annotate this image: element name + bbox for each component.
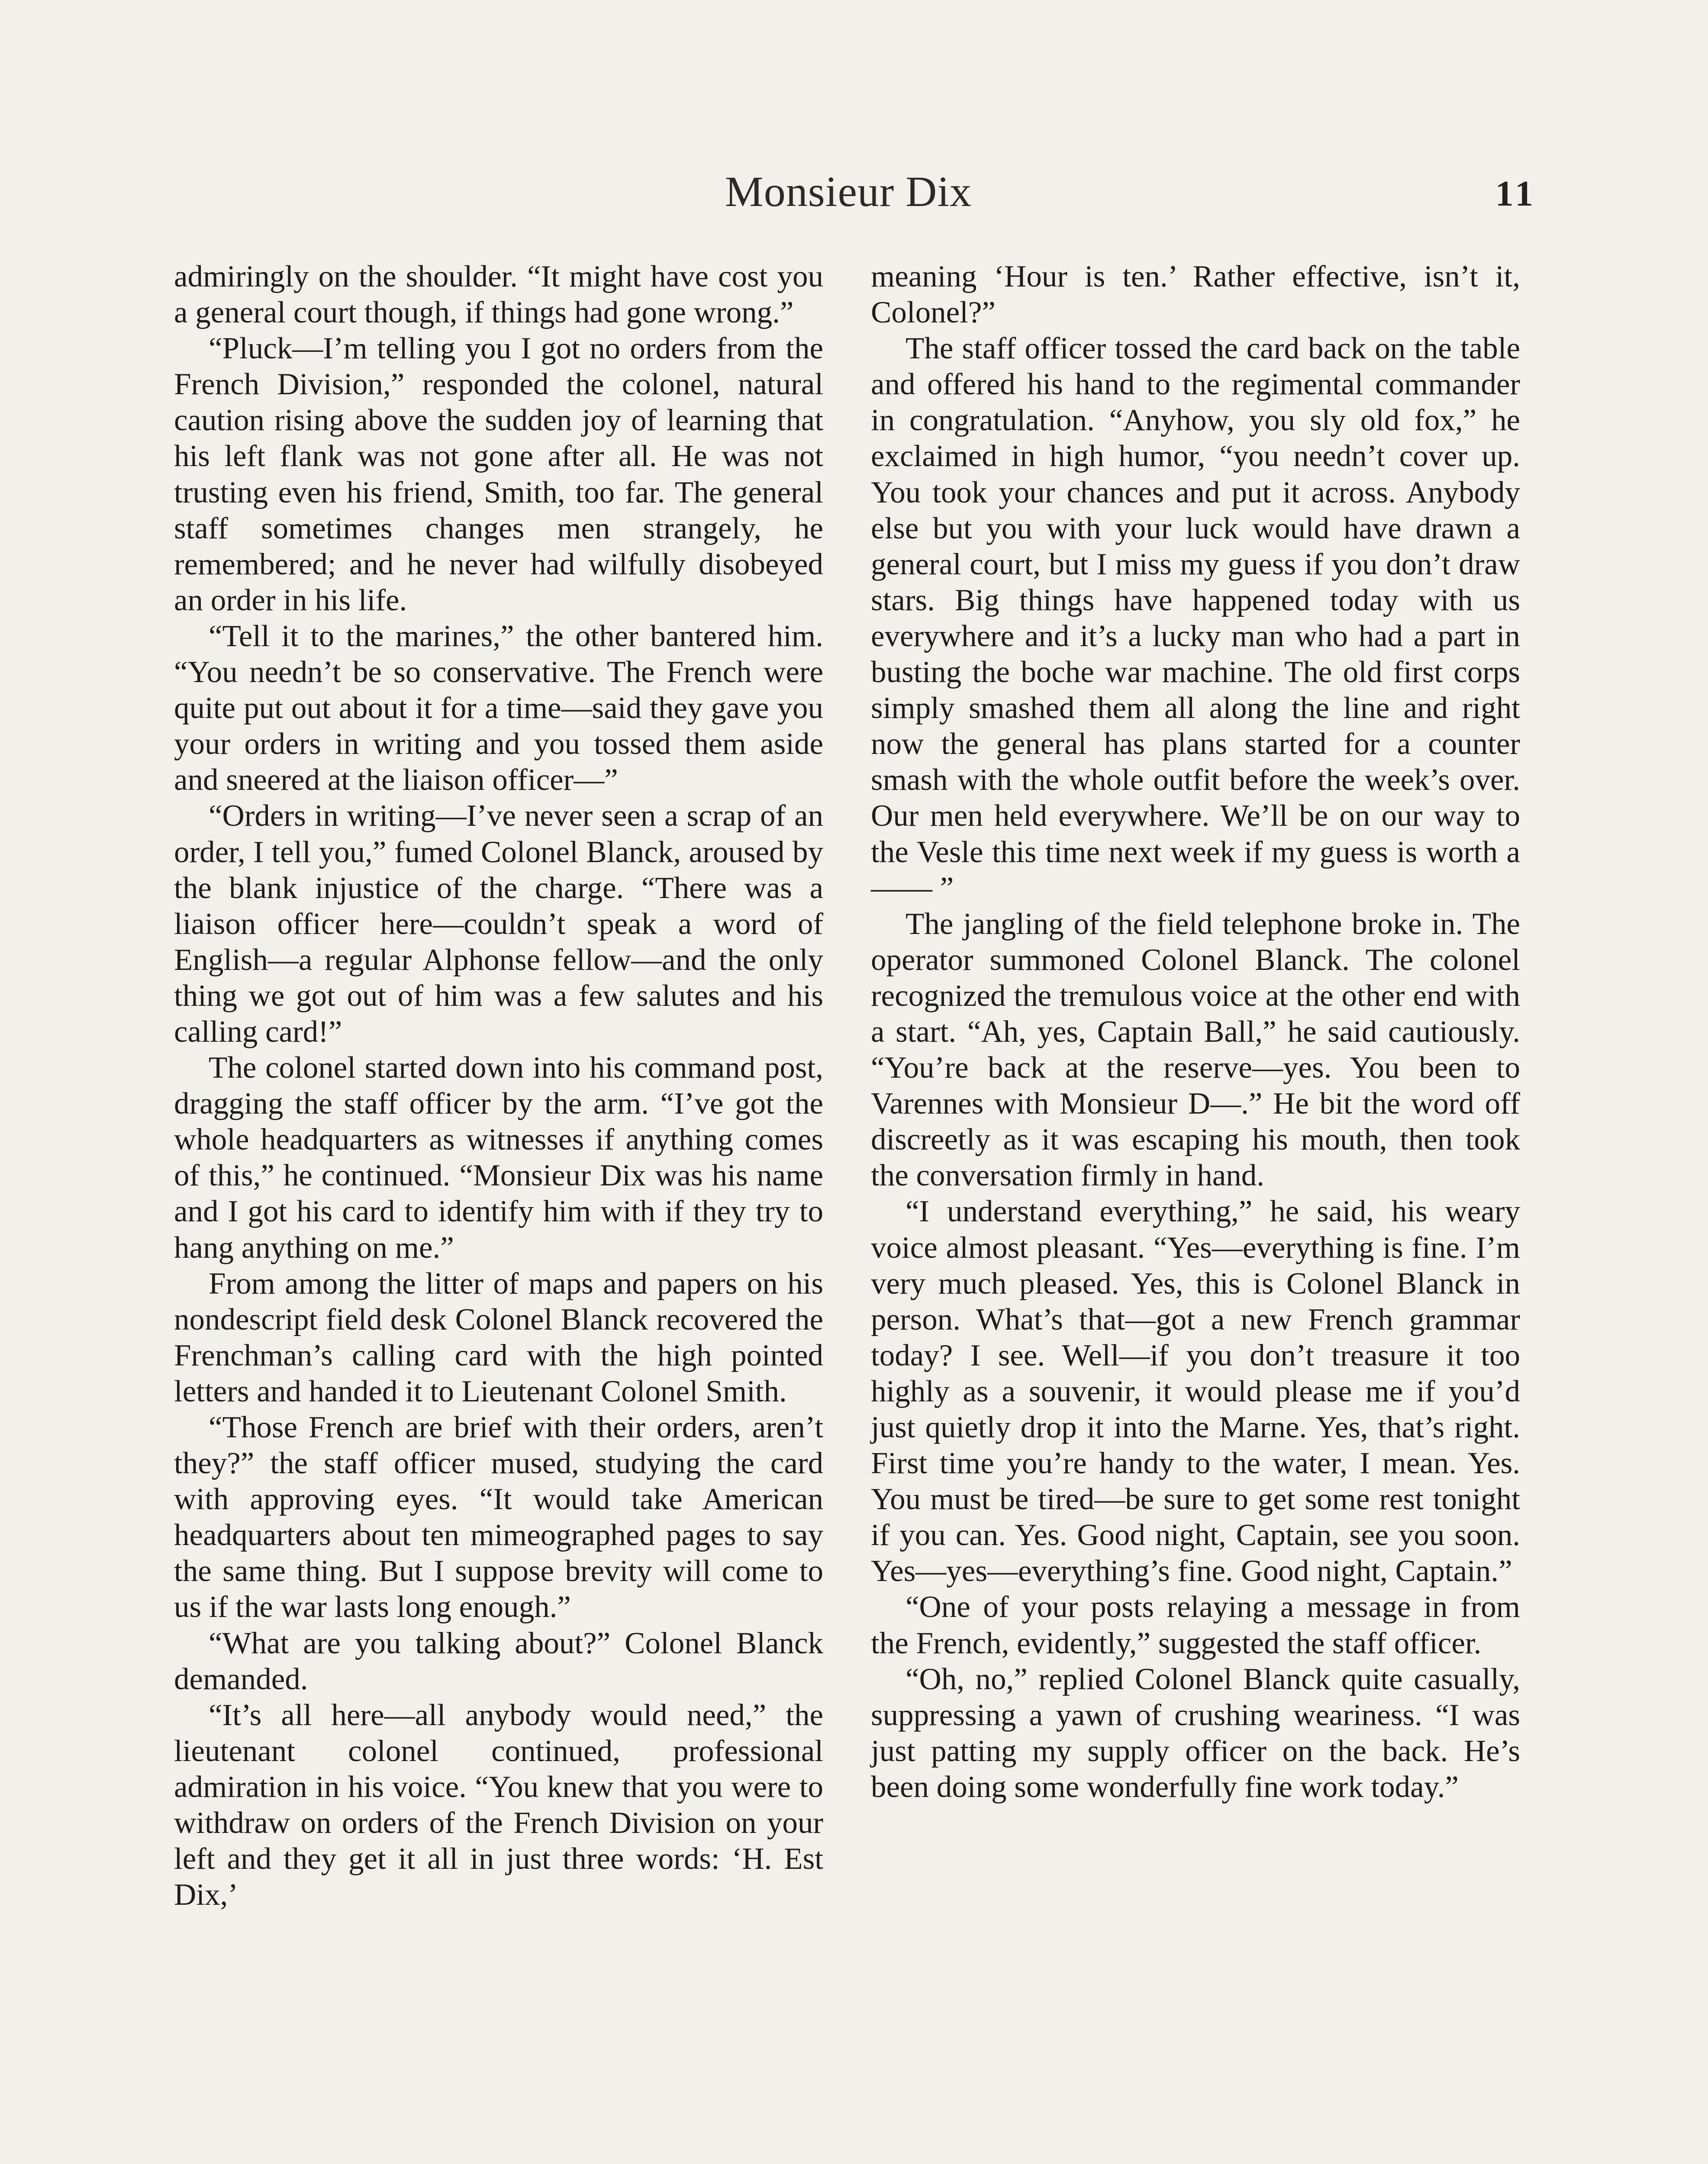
right-column: [871, 259, 1520, 1805]
paragraph: “Tell it to the marines,” the other bantered him. “You needn’t be so conservative. The French were quite put out about it for a time—said they gave you your orders in writing and you tossed them aside and sneered at the liaison officer—”: [174, 619, 823, 797]
page-number: 11: [1495, 174, 1537, 214]
paragraph: The jangling of the field telephone broke in. The operator summoned Colonel Blanck. The colonel recognized the tremulous voice at the other end with a start. “Ah, yes, Captain Ball,” he said cautiously. “You’re back at the reserve—yes. You been to Varennes with Monsieur D—.” He bit the word off discreetly as it was escaping his mouth, then took the conversation firmly in hand.: [871, 907, 1520, 1193]
paragraph: From among the litter of maps and papers on his nondescript field desk Colonel Blanck recovered the Frenchman’s calling card with the high pointed letters and handed it to Lieutenant Colonel Smith.: [174, 1266, 823, 1408]
running-title: Monsieur Dix: [725, 167, 972, 216]
paragraph: “Those French are brief with their orders, aren’t they?” the staff officer mused, studying the card with approving eyes. “It would take American headquarters about ten mimeographed pages to say the same thing. But I suppose brevity will come to us if the war lasts long enough.”: [174, 1410, 823, 1624]
paragraph: “One of your posts relaying a message in from the French, evidently,” suggested the staff officer.: [871, 1590, 1520, 1660]
paragraph: meaning ‘Hour is ten.’ Rather effective, isn’t it, Colonel?”: [871, 260, 1520, 330]
paragraph: admiringly on the shoulder. “It might have cost you a general court though, if things had gone wrong.”: [174, 260, 823, 330]
paragraph: “I understand everything,” he said, his weary voice almost pleasant. “Yes—everything is fine. I’m very much pleased. Yes, this is Colonel Blanck in person. What’s that—got a new French grammar today? I see. Well—if you don’t treasure it too highly as a souvenir, it would please me if you’d just quietly drop it into the Marne. Yes, that’s right. First time you’re handy to the water, I mean. Yes. You must be tired—be sure to get some rest tonight if you can. Yes. Good night, Captain, see you soon. Yes—yes—everything’s fine. Good night, Captain.”: [871, 1195, 1520, 1588]
left-column: [174, 259, 823, 1913]
paragraph: “Orders in writing—I’ve never seen a scrap of an order, I tell you,” fumed Colonel Blanck, aroused by the blank injustice of the charge. “There was a liaison officer here—couldn’t speak a word of English—a regular Alphonse fellow—and the only thing we got out of him was a few salutes and his calling card!”: [174, 799, 823, 1049]
paragraph: “What are you talking about?” Colonel Blanck demanded.: [174, 1626, 823, 1696]
paragraph: The staff officer tossed the card back on the table and offered his hand to the regimental commander in congratulation. “Anyhow, you sly old fox,” he exclaimed in high humor, “you needn’t cover up. You took your chances and put it across. Anybody else but you with your luck would have drawn a general court, but I miss my guess if you don’t draw stars. Big things have happened today with us everywhere and it’s a lucky man who had a part in busting the boche war machine. The old first corps simply smashed them all along the line and right now the general has plans started for a counter smash with the whole outfit before the week’s over. Our men held everywhere. We’ll be on our way to the Vesle this time next week if my guess is worth a —— ”: [871, 332, 1520, 905]
paragraph: “Pluck—I’m telling you I got no orders from the French Division,” responded the colonel, natural caution rising above the sudden joy of learning that his left flank was not gone after all. He was not trusting even his friend, Smith, too far. The general staff sometimes changes men strangely, he remembered; and he never had wilfully disobeyed an order in his life.: [174, 332, 823, 617]
paragraph: The colonel started down into his command post, dragging the staff officer by the arm. “I’ve got the whole headquarters as witnesses if anything comes of this,” he continued. “Monsieur Dix was his name and I got his card to identify him with if they try to hang anything on me.”: [174, 1051, 823, 1265]
paragraph: “It’s all here—all anybody would need,” the lieutenant colonel continued, professional admiration in his voice. “You knew that you were to withdraw on orders of the French Division on your left and they get it all in just three words: ‘H. Est Dix,’: [174, 1698, 823, 1912]
paragraph: “Oh, no,” replied Colonel Blanck quite casually, suppressing a yawn of crushing weariness. “I was just patting my supply officer on the back. He’s been doing some wonderfully fine work today.”: [871, 1662, 1520, 1804]
page-header: [173, 167, 1537, 227]
